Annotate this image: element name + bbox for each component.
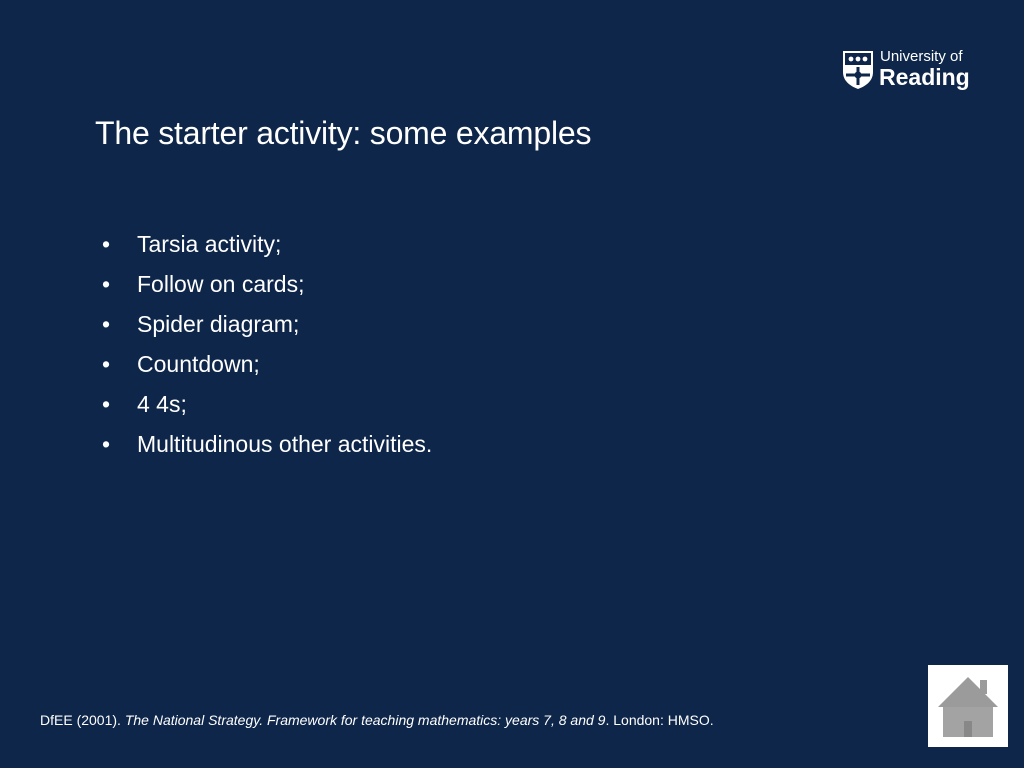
slide-title: The starter activity: some examples <box>95 115 592 151</box>
bullet-marker: • <box>101 271 111 297</box>
bullet-text: Spider diagram; <box>137 311 300 337</box>
crest-icon <box>842 50 874 90</box>
bullet-text: Follow on cards; <box>137 271 305 297</box>
bullet-text: Countdown; <box>137 351 260 377</box>
home-button[interactable] <box>928 665 1008 747</box>
bullet-marker: • <box>101 311 111 337</box>
reference-publisher: . London: HMSO. <box>605 712 714 728</box>
home-icon <box>928 665 1008 747</box>
bullet-marker: • <box>101 431 111 457</box>
university-logo <box>842 48 982 94</box>
reference-book-title: The National Strategy. Framework for teaching mathematics: years 7, 8 and 9 <box>124 712 606 728</box>
logo-reading: Reading <box>879 64 970 90</box>
bullet-marker: • <box>101 351 111 377</box>
reference-authors: DfEE (2001). <box>40 712 125 728</box>
bullet-text: Multitudinous other activities. <box>137 431 433 457</box>
bullet-text: 4 4s; <box>137 391 187 417</box>
reference-citation <box>40 710 714 730</box>
bullet-text: Tarsia activity; <box>137 231 282 257</box>
bullet-marker: • <box>101 231 111 257</box>
bullet-marker: • <box>101 391 111 417</box>
logo-university-of: University of <box>880 48 963 65</box>
